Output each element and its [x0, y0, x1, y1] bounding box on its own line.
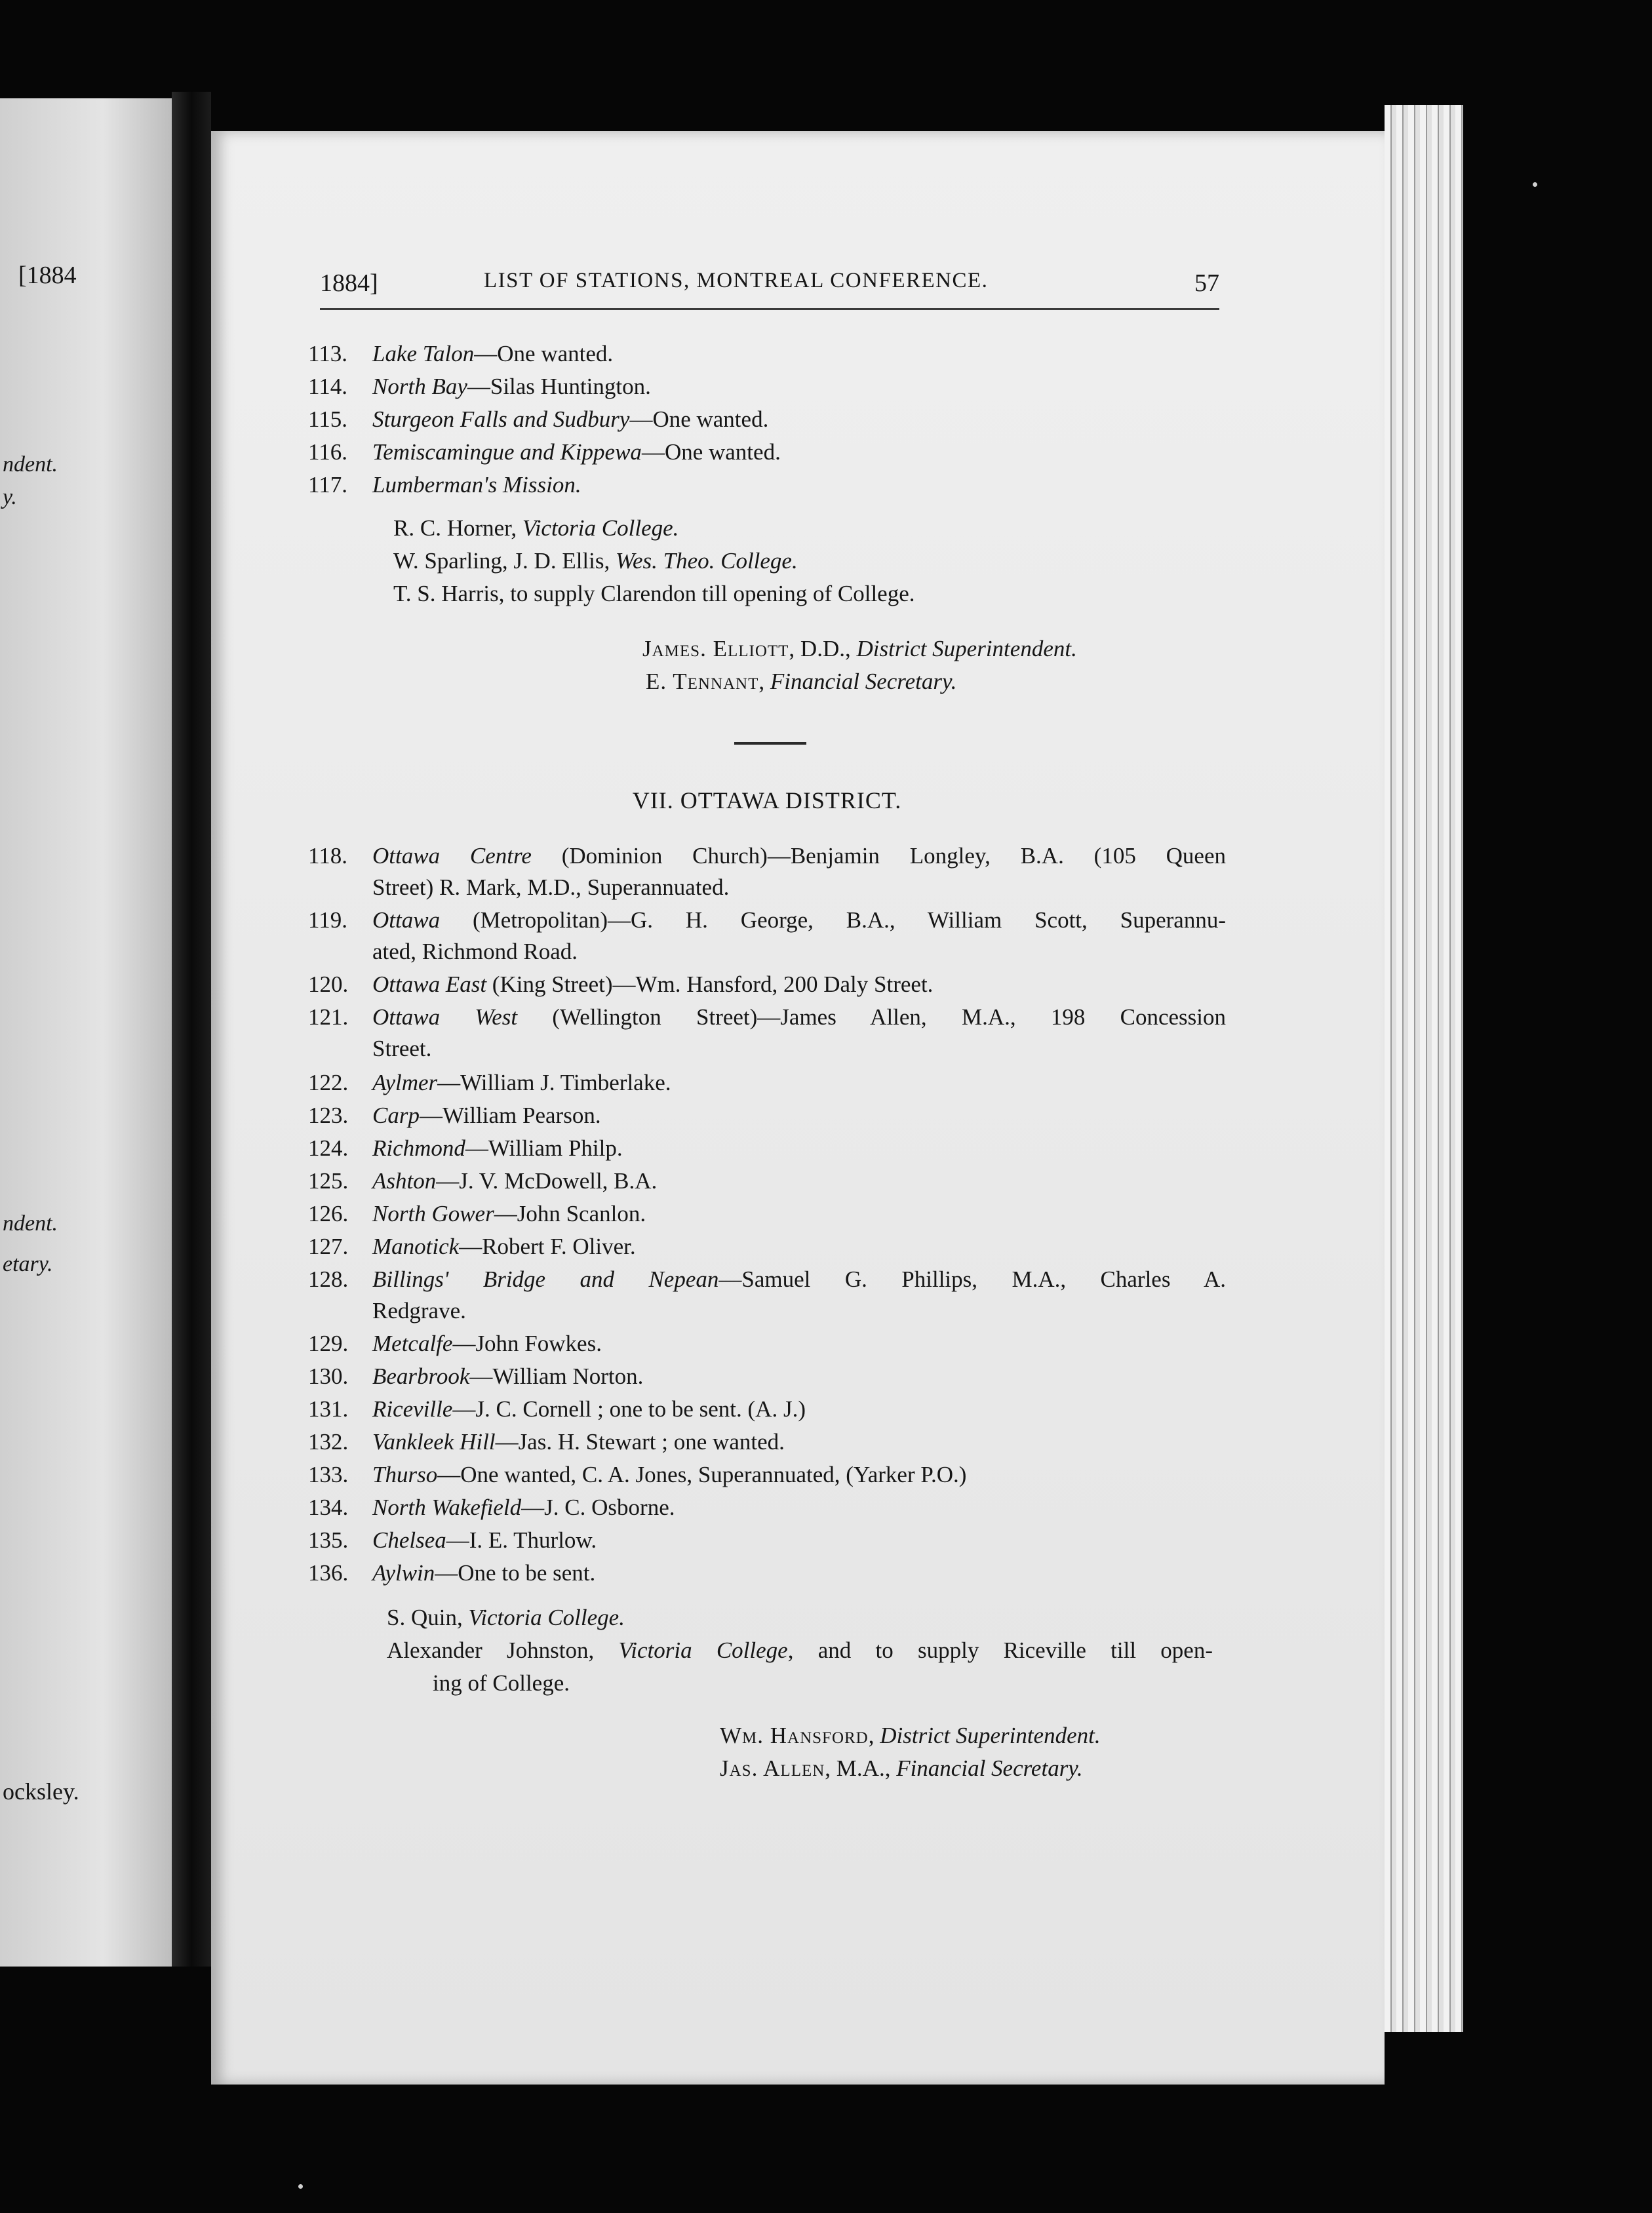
list-item: 125. Ashton—J. V. McDowell, B.A.	[308, 1168, 658, 1194]
list-item: 118. Ottawa Centre (Dominion Church)—Benjamin Longley, B.A. (105 Queen Street) R. Mark, M.D., Superannuated.	[308, 843, 1227, 900]
scan-speck	[298, 2184, 303, 2189]
signature-line: Wm. Hansford, District Superintendent.	[720, 1723, 1101, 1748]
list-item: 121. Ottawa West (Wellington Street)—James Allen, M.A., 198 Concession Street.	[308, 1004, 1226, 1061]
list-item: 123. Carp—William Pearson.	[308, 1103, 601, 1128]
list-item: 133. Thurso—One wanted, C. A. Jones, Superannuated, (Yarker P.O.)	[308, 1462, 967, 1487]
book-gutter	[172, 92, 211, 1967]
list-item: 126. North Gower—John Scanlon.	[308, 1201, 646, 1226]
running-head	[320, 269, 1219, 310]
page-edges	[1385, 105, 1463, 2032]
note-line: S. Quin, Victoria College.	[387, 1605, 625, 1630]
list-item: 113. Lake Talon—One wanted.	[308, 341, 614, 366]
note-line: R. C. Horner, Victoria College.	[393, 515, 679, 541]
list-item: 114. North Bay—Silas Huntington.	[308, 374, 651, 399]
station-name: Lumberman's Mission.	[372, 472, 581, 498]
station-name: Aylmer	[372, 1070, 438, 1095]
station-name: Riceville	[372, 1396, 453, 1422]
list-item: 128. Billings' Bridge and Nepean—Samuel G. Phillips, M.A., Charles A. Redgrave.	[308, 1266, 1226, 1323]
list-item: 132. Vankleek Hill—Jas. H. Stewart ; one wanted.	[308, 1429, 785, 1455]
station-name: Ottawa East	[372, 971, 487, 997]
station-name: Chelsea	[372, 1527, 446, 1553]
station-name: Bearbrook	[372, 1363, 470, 1389]
left-page-fragment: etary.	[3, 1252, 53, 1276]
note-line: T. S. Harris, to supply Clarendon till opening of College.	[393, 581, 915, 606]
list-item: 130. Bearbrook—William Norton.	[308, 1363, 644, 1389]
list-item: 117. Lumberman's Mission.	[308, 472, 581, 498]
signature-line: James. Elliott, D.D., District Superintendent.	[642, 636, 1077, 661]
list-item: 120. Ottawa East (King Street)—Wm. Hansford, 200 Daly Street.	[308, 971, 934, 997]
list-item: 115. Sturgeon Falls and Sudbury—One wanted.	[308, 406, 769, 432]
station-name: North Bay	[372, 374, 467, 399]
station-name: Ottawa Centre	[372, 843, 532, 869]
note-line: ing of College.	[433, 1670, 570, 1696]
list-item: 127. Manotick—Robert F. Oliver.	[308, 1234, 636, 1259]
station-name: Thurso	[372, 1462, 438, 1487]
left-page-fragment: y.	[3, 485, 17, 509]
station-name: Lake Talon	[372, 341, 475, 366]
station-name: Richmond	[372, 1135, 465, 1161]
station-name: North Wakefield	[372, 1495, 522, 1520]
section-divider	[734, 742, 806, 745]
list-item: 135. Chelsea—I. E. Thurlow.	[308, 1527, 597, 1553]
left-page-header: [1884	[18, 262, 77, 289]
scan-speck	[1533, 182, 1537, 187]
station-name: Billings' Bridge and Nepean	[372, 1266, 719, 1292]
list-item: 129. Metcalfe—John Fowkes.	[308, 1331, 602, 1356]
running-head-year: 1884]	[320, 269, 378, 297]
station-name: Carp	[372, 1103, 420, 1128]
list-item: 116. Temiscamingue and Kippewa—One wanted.	[308, 439, 781, 465]
left-page-fragment: ocksley.	[3, 1778, 79, 1805]
section-heading: VII. OTTAWA DISTRICT.	[632, 787, 902, 813]
signature-line: E. Tennant, Financial Secretary.	[646, 669, 957, 694]
page-number: 57	[1194, 269, 1219, 297]
list-item: 134. North Wakefield—J. C. Osborne.	[308, 1495, 675, 1520]
station-name: Ottawa	[372, 907, 441, 933]
station-name: Ashton	[372, 1168, 437, 1194]
station-name: Metcalfe	[372, 1331, 453, 1356]
note-line: W. Sparling, J. D. Ellis, Wes. Theo. College.	[393, 548, 798, 574]
left-page-fragment: ndent.	[3, 1211, 58, 1236]
station-name: Aylwin	[372, 1560, 435, 1586]
left-page-fragment: ndent.	[3, 452, 58, 477]
list-item: 119. Ottawa (Metropolitan)—G. H. George, B.A., William Scott, Superannu- ated, Richmond Road.	[308, 907, 1226, 964]
note-line: Alexander Johnston, Victoria College, and to supply Riceville till open-	[387, 1637, 1213, 1663]
list-item: 124. Richmond—William Philp.	[308, 1135, 623, 1161]
running-head-title: LIST OF STATIONS, MONTREAL CONFERENCE.	[484, 269, 989, 292]
signature-line: Jas. Allen, M.A., Financial Secretary.	[720, 1755, 1083, 1781]
list-item: 122. Aylmer—William J. Timberlake.	[308, 1070, 671, 1095]
station-name: Vankleek Hill	[372, 1429, 496, 1455]
station-name: Sturgeon Falls and Sudbury	[372, 406, 630, 432]
station-name: Manotick	[372, 1234, 460, 1259]
station-name: North Gower	[372, 1201, 494, 1226]
facing-page	[0, 98, 172, 1967]
station-name: Temiscamingue and Kippewa	[372, 439, 642, 465]
station-name: Ottawa West	[372, 1004, 518, 1030]
list-item: 131. Riceville—J. C. Cornell ; one to be sent. (A. J.)	[308, 1396, 806, 1422]
list-item: 136. Aylwin—One to be sent.	[308, 1560, 596, 1586]
